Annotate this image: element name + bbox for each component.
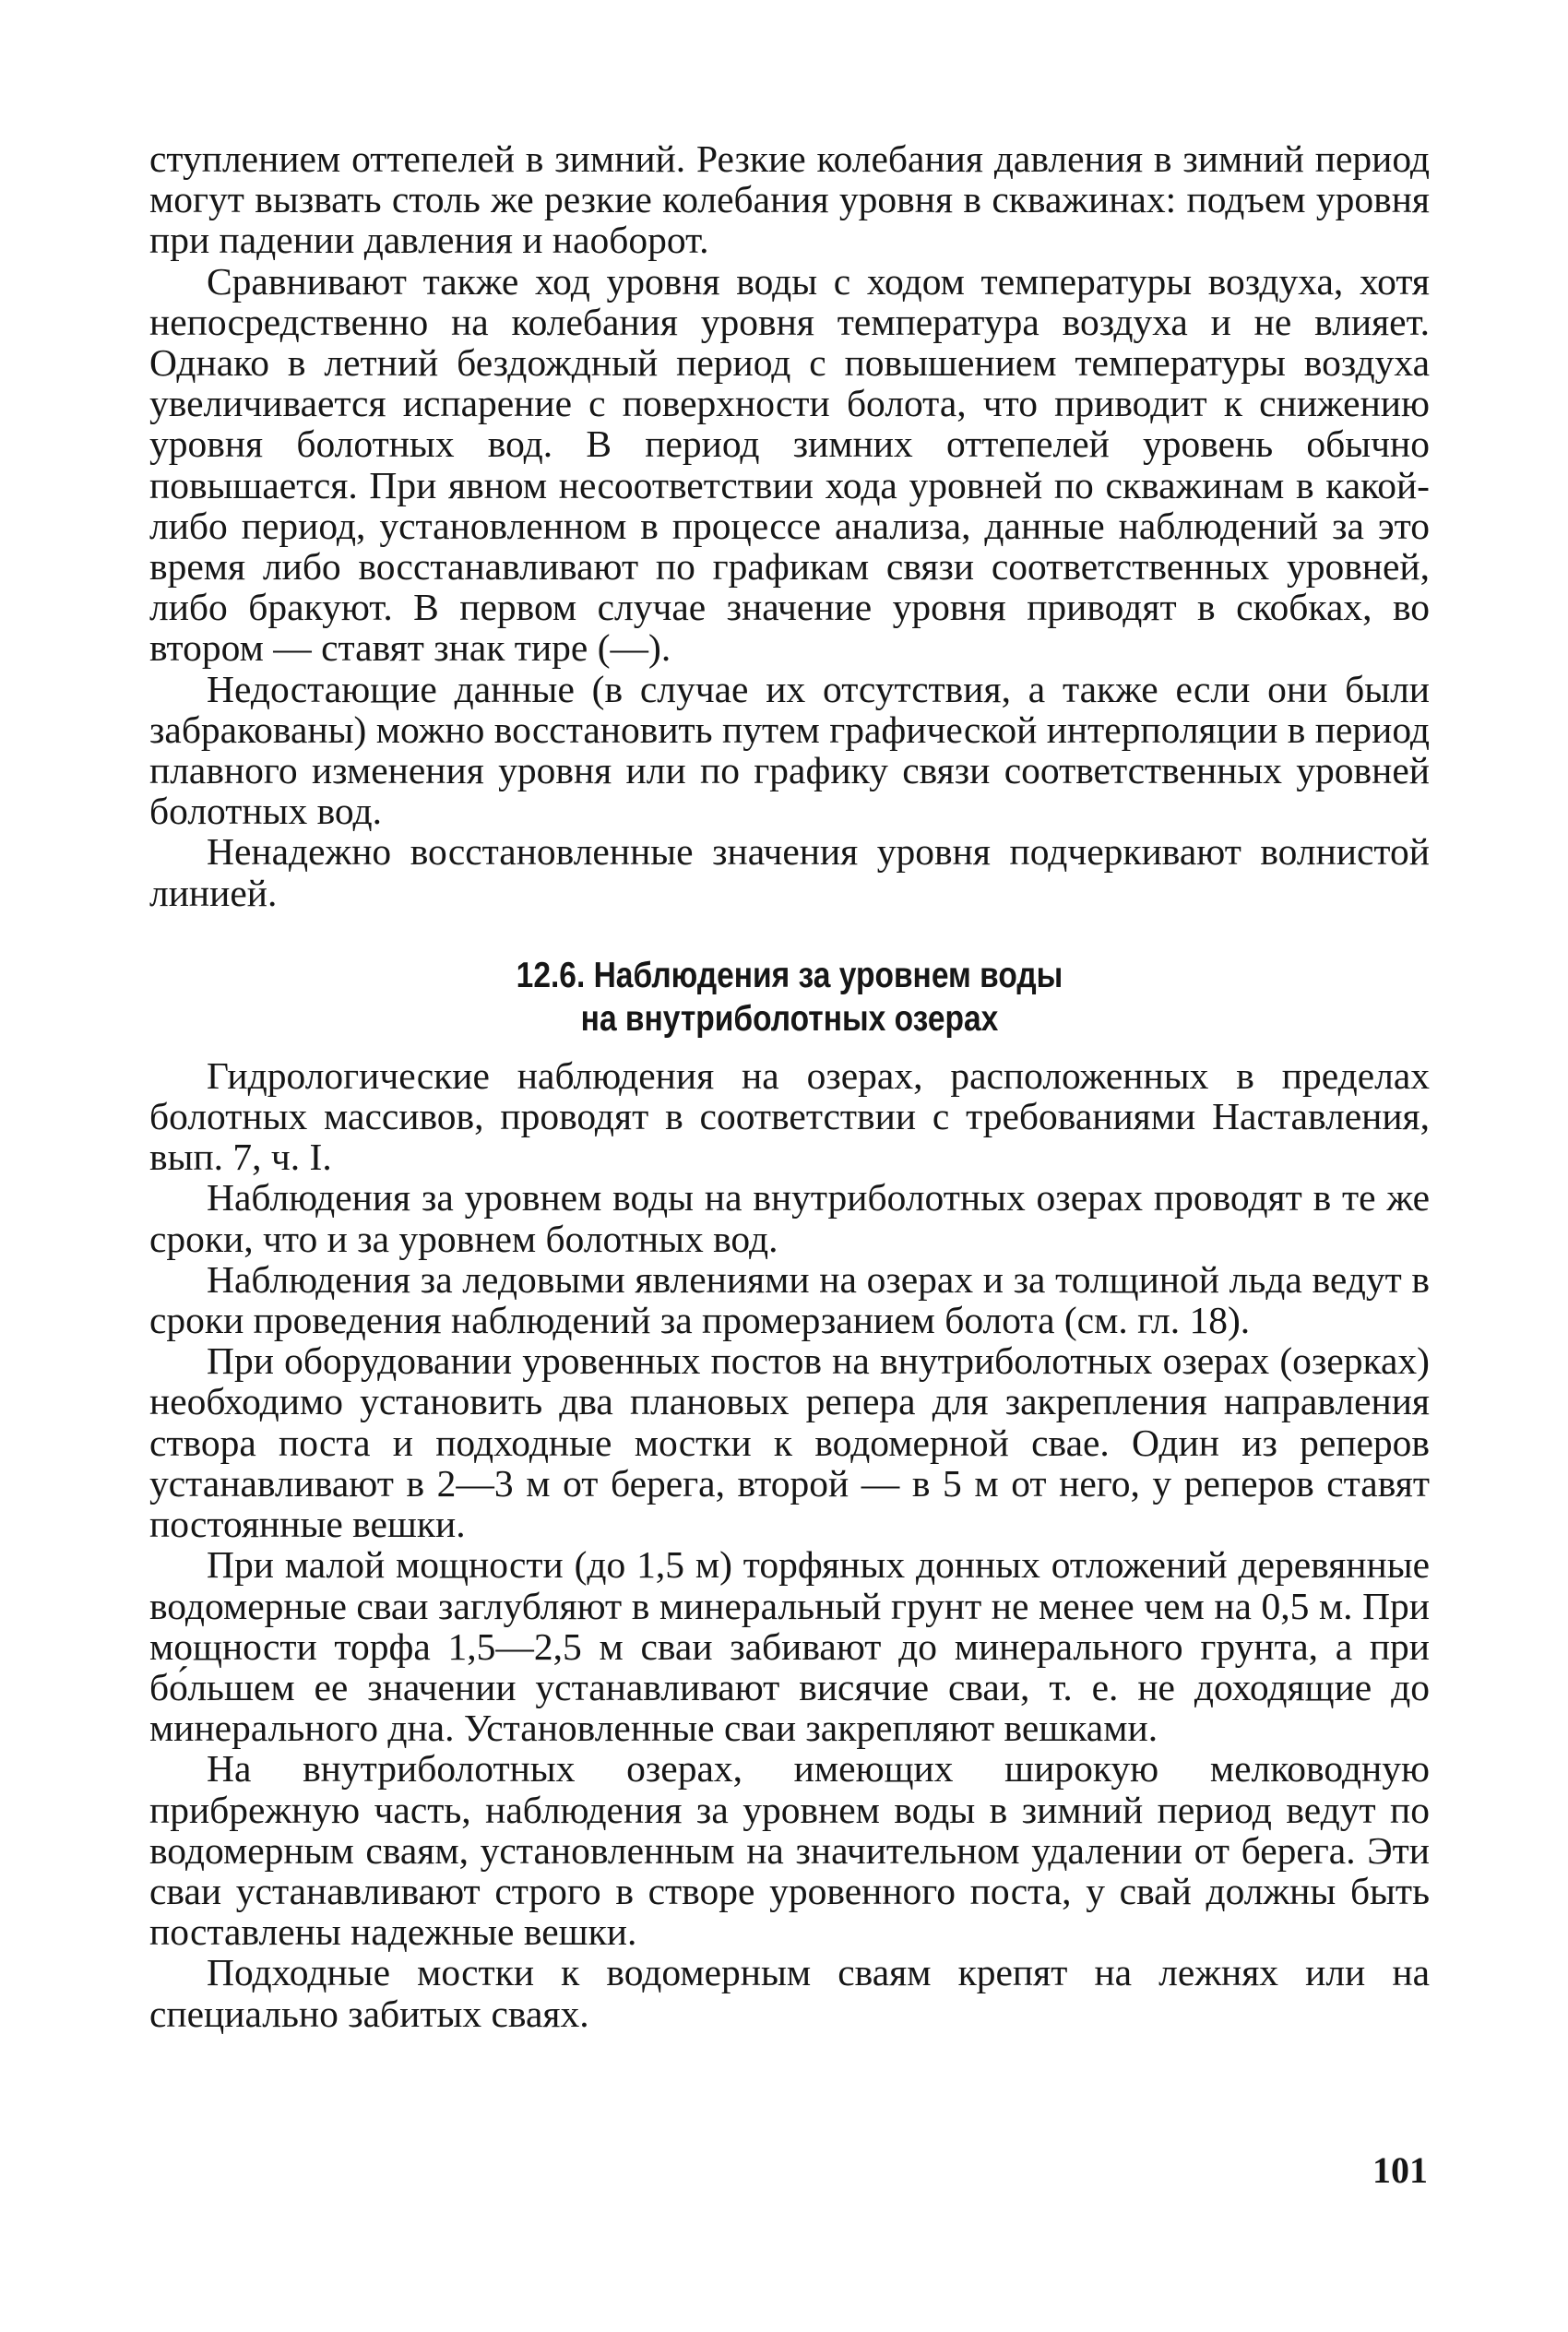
paragraph-hydrological-observations: Гидрологические наблюдения на озерах, расположенных в пределах болотных массивов, проводят в соответствии с требованиями Наставления, вып. 7, ч. I. <box>149 1053 1430 1179</box>
paragraph-level-posts: При оборудовании уровенных постов на внутриболотных озерах (озерках) необходимо установить два плановых репера для закрепления направления створа поста и подходные мостки к водомерной свае. Один из реперов устанавливают в 2—3 м от берега, второй — в 5 м от него, у реперов ставят постоянные вешки. <box>149 1339 1430 1546</box>
paragraph-ice-phenomena: Наблюдения за ледовыми явлениями на озерах и за толщиной льда ведут в сроки проведения наблюдений за промерзанием болота (см. гл. 18). <box>149 1257 1430 1342</box>
paragraph-approach-bridges: Подходные мостки к водомерным сваям крепят на лежнях или на специально забитых сваях. <box>149 1951 1430 2035</box>
paragraph-piles-peat: При малой мощности (до 1,5 м) торфяных донных отложений деревянные водомерные сваи заглубляют в минеральный грунт не менее чем на 0,5 м. При мощности торфа 1,5—2,5 м сваи забивают до минерального грунта, а при бо́льшем ее значении устанавливают висячие сваи, т. е. не доходящие до минерального дна. Установленные сваи закрепляют вешками. <box>149 1543 1430 1750</box>
paragraph-unreliable-values: Ненадежно восстановленные значения уровня подчеркивают волнистой линией. <box>149 830 1430 914</box>
paragraph-missing-data: Недостающие данные (в случае их отсутствия, а также если они были забракованы) можно восстановить путем графической интерполяции в период плавного изменения уровня или по графику связи соответственных уровней болотных вод. <box>149 667 1430 833</box>
paragraph-winter-observations: На внутриболотных озерах, имеющих широкую мелководную прибрежную часть, наблюдения за уровнем воды в зимний период ведут по водомерным сваям, установленным на значительном удалении от берега. Эти сваи устанавливают строго в створе уровенного поста, у свай должны быть поставлены надежные вешки. <box>149 1747 1430 1954</box>
section-heading-line-1: 12.6. Наблюдения за уровнем воды <box>516 955 1063 995</box>
book-page <box>149 138 1430 2034</box>
paragraph-continuation: ступлением оттепелей в зимний. Резкие колебания давления в зимний период могут вызвать столь же резкие колебания уровня в скважинах: подъем уровня при падении давления и наоборот. <box>149 137 1430 262</box>
section-heading <box>239 954 1340 1041</box>
page-number: 101 <box>1372 2149 1428 2191</box>
section-heading-line-2: на внутриболотных озерах <box>580 998 999 1039</box>
paragraph-water-level-terms: Наблюдения за уровнем воды на внутриболотных озерах проводят в те же сроки, что и за уровнем болотных вод. <box>149 1176 1430 1260</box>
paragraph-air-temperature: Сравнивают также ход уровня воды с ходом температуры воздуха, хотя непосредственно на колебания уровня температура воздуха и не влияет. Однако в летний бездождный период с повышением температуры воздуха увеличивается испарение с поверхности болота, что приводит к снижению уровня болотных вод. В период зимних оттепелей уровень обычно повышается. При явном несоответствии хода уровней по скважинам в какой-либо период, установленном в процессе анализа, данные наблюдений за это время либо восстанавливают по графикам связи соответственных уровней, либо бракуют. В первом случае значение уровня приводят в скобках, во втором — ставят знак тире (—). <box>149 259 1430 670</box>
